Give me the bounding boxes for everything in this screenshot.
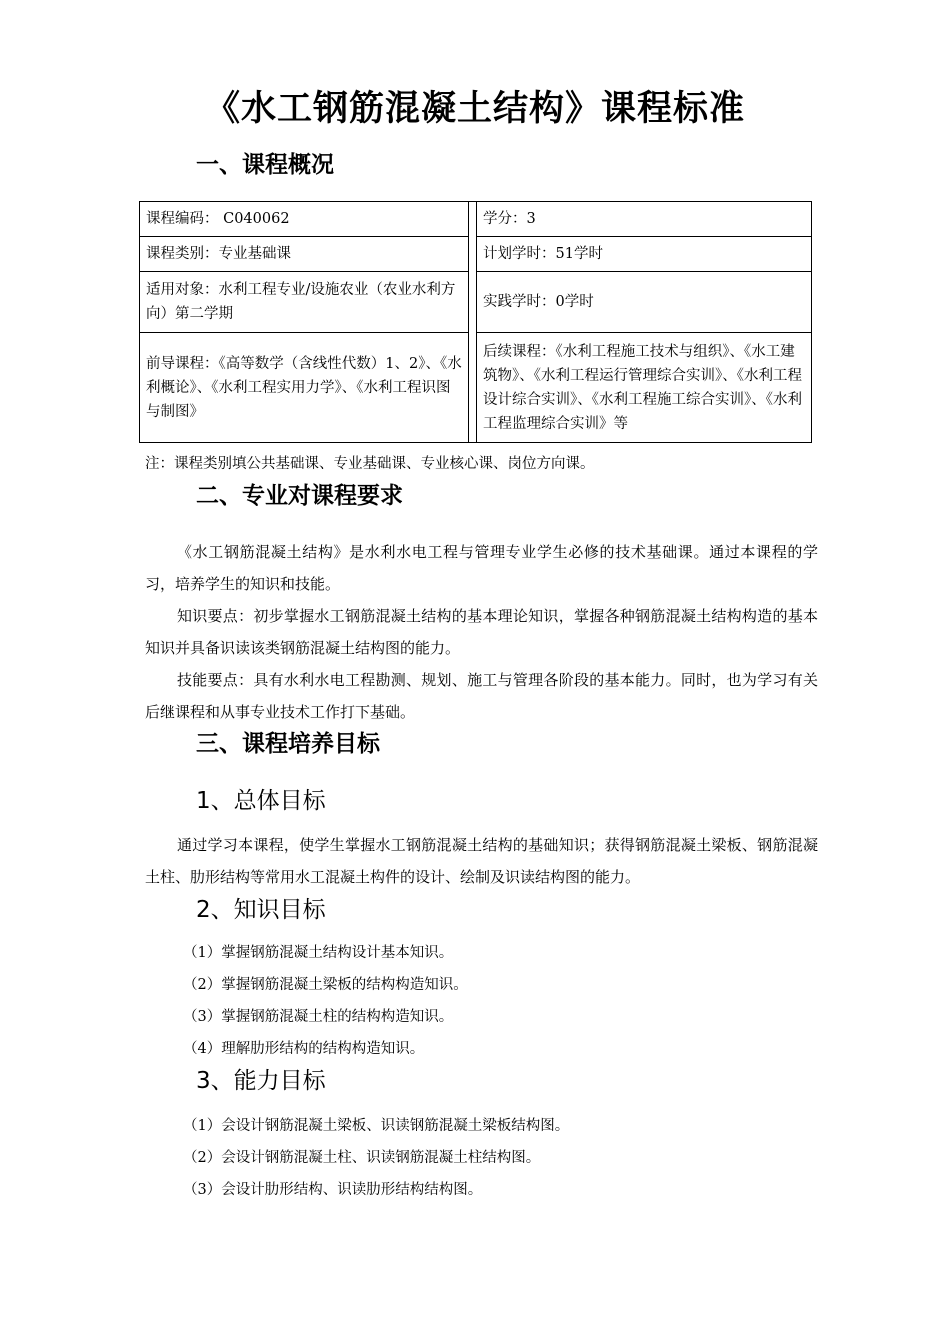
section-heading-overview: 一、课程概况 xyxy=(196,152,334,178)
planned-hours-text: 计划学时：51学时 xyxy=(483,246,603,262)
overall-objective-text: 通过学习本课程，使学生掌握水工钢筋混凝土结构的基础知识；获得钢筋混凝土梁板、钢筋混凝土柱、肋形结构等常用水工混凝土构件的设计、绘制及识读结构图的能力。 xyxy=(145,836,818,886)
course-code-cell xyxy=(140,202,468,237)
list-item: （3）会设计肋形结构、识读肋形结构结构图。 xyxy=(183,1182,483,1198)
list-item: （4）理解肋形结构的结构构造知识。 xyxy=(183,1041,425,1057)
knowledge-objective-list xyxy=(183,937,468,1065)
list-item: （2）掌握钢筋混凝土梁板的结构构造知识。 xyxy=(183,977,468,993)
list-item: （2）会设计钢筋混凝土柱、识读钢筋混凝土柱结构图。 xyxy=(183,1150,541,1166)
credits-cell xyxy=(477,202,811,237)
overview-left-column xyxy=(140,202,469,442)
section-heading-requirements: 二、专业对课程要求 xyxy=(196,483,403,509)
subheading-ability-objective: 3、能力目标 xyxy=(196,1068,326,1094)
course-category-text: 课程类别：专业基础课 xyxy=(146,246,291,262)
section-heading-objectives: 三、课程培养目标 xyxy=(196,731,380,757)
planned-hours-cell xyxy=(477,237,811,272)
ability-objective-list xyxy=(183,1110,569,1206)
prerequisite-cell xyxy=(140,333,468,442)
list-item: （1）掌握钢筋混凝土结构设计基本知识。 xyxy=(183,945,454,961)
requirements-paragraph-knowledge: 知识要点：初步掌握水工钢筋混凝土结构的基本理论知识，掌握各种钢筋混凝土结构构造的基本知识并具备识读该类钢筋混凝土结构图的能力。 xyxy=(145,607,818,657)
overview-right-column xyxy=(476,202,811,442)
subheading-knowledge-objective: 2、知识目标 xyxy=(196,897,326,923)
credits-text: 学分：3 xyxy=(483,211,536,227)
subheading-overall-objective: 1、总体目标 xyxy=(196,788,326,814)
target-audience-text: 适用对象：水利工程专业/设施农业（农业水利方向）第二学期 xyxy=(146,282,456,322)
follow-up-courses-text: 后续课程：《水利工程施工技术与组织》、《水工建筑物》、《水利工程运行管理综合实训》、《水利工程设计综合实训》、《水利工程施工综合实训》、《水利工程监理综合实训》等 xyxy=(483,343,802,432)
table-note: 注：课程类别填公共基础课、专业基础课、专业核心课、岗位方向课。 xyxy=(145,456,595,472)
requirements-paragraph-1: 《水工钢筋混凝土结构》是水利水电工程与管理专业学生必修的技术基础课。通过本课程的学习，培养学生的知识和技能。 xyxy=(145,543,818,593)
prerequisite-text: 前导课程：《高等数学（含线性代数）1、2》、《水利概论》、《水利工程实用力学》、《水利工程识图与制图》 xyxy=(146,355,462,420)
requirements-paragraph-skills: 技能要点：具有水利水电工程勘测、规划、施工与管理各阶段的基本能力。同时，也为学习有关后继课程和从事专业技术工作打下基础。 xyxy=(145,671,818,721)
course-overview-table xyxy=(139,201,812,443)
practice-hours-text: 实践学时：0学时 xyxy=(483,294,594,310)
follow-up-courses-cell xyxy=(477,333,811,442)
list-item: （3）掌握钢筋混凝土柱的结构构造知识。 xyxy=(183,1009,454,1025)
document-title: 《水工钢筋混凝土结构》课程标准 xyxy=(204,89,745,129)
list-item: （1）会设计钢筋混凝土梁板、识读钢筋混凝土梁板结构图。 xyxy=(183,1118,570,1134)
target-audience-cell xyxy=(140,272,468,333)
practice-hours-cell xyxy=(477,272,811,333)
course-code-text: 课程编码： C040062 xyxy=(146,211,290,227)
course-category-cell xyxy=(140,237,468,272)
